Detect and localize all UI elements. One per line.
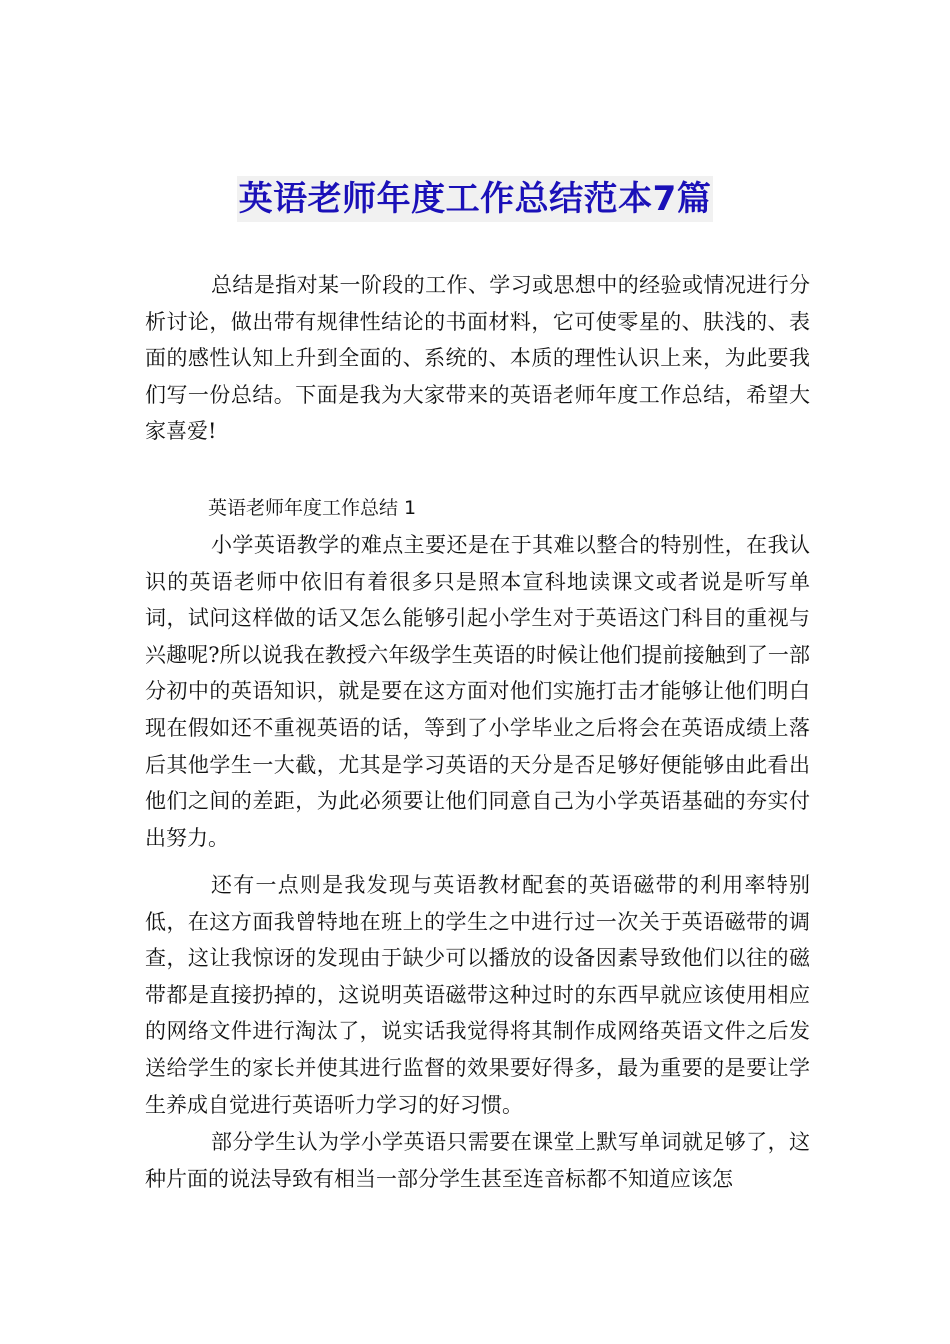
- body-paragraph-2: 还有一点则是我发现与英语教材配套的英语磁带的利用率特别低，在这方面我曾特地在班上的学生之中进行过一次关于英语磁带的调查，这让我惊讶的发现由于缺少可以播放的设备因素导致他们以往的磁带都是直接扔掉的，这说明英语磁带这种过时的东西早就应该使用相应的网络文件进行淘汰了，说实话我觉得将其制作成网络英语文件之后发送给学生的家长并使其进行监督的效果要好得多，最为重要的是要让学生养成自觉进行英语听力学习的好习惯。: [145, 873, 810, 1117]
- document-title: [0, 176, 950, 222]
- body-paragraph-3: 部分学生认为学小学英语只需要在课堂上默写单词就足够了，这种片面的说法导致有相当一部分学生甚至连音标都不知道应该怎: [145, 1130, 810, 1191]
- intro-paragraph: 总结是指对某一阶段的工作、学习或思想中的经验或情况进行分析讨论，做出带有规律性结论的书面材料，它可使零星的、肤浅的、表面的感性认知上升到全面的、系统的、本质的理性认识上来，为此要我们写一份总结。下面是我为大家带来的英语老师年度工作总结，希望大家喜爱!: [145, 273, 810, 444]
- document-title-text: 英语老师年度工作总结范本7篇: [237, 176, 714, 222]
- section-heading: 英语老师年度工作总结 1: [208, 497, 417, 519]
- body-paragraph-1: 小学英语教学的难点主要还是在于其难以整合的特别性，在我认识的英语老师中依旧有着很多只是照本宣科地读课文或者说是听写单词，试问这样做的话又怎么能够引起小学生对于英语这门科目的重视与兴趣呢?所以说我在教授六年级学生英语的时候让他们提前接触到了一部分初中的英语知识，就是要在这方面对他们实施打击才能够让他们明白现在假如还不重视英语的话，等到了小学毕业之后将会在英语成绩上落后其他学生一大截，尤其是学习英语的天分是否足够好便能够由此看出他们之间的差距，为此必须要让他们同意自己为小学英语基础的夯实付出努力。: [145, 533, 810, 850]
